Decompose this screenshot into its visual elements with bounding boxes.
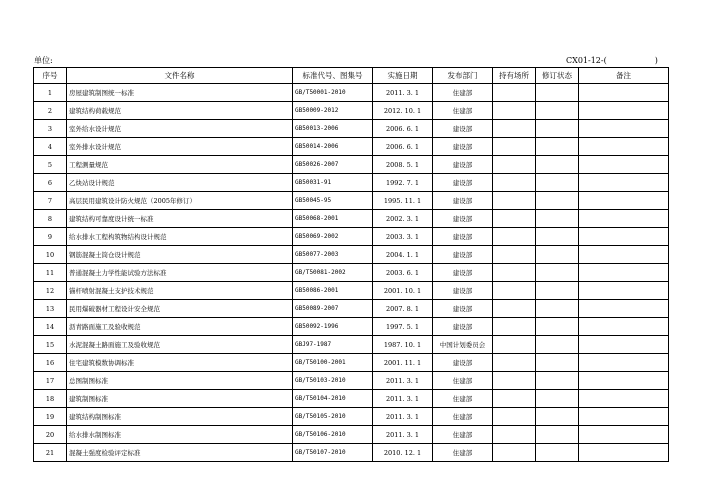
row-revision [536,156,579,174]
table-row [34,300,669,318]
row-revision [536,300,579,318]
table-row [34,408,669,426]
row-dept: 建设部 [433,318,493,336]
row-remarks [579,282,669,300]
row-location [493,210,536,228]
row-date: 1997. 5. 1 [373,318,433,336]
row-remarks [579,120,669,138]
row-code: GB50077-2003 [293,246,373,264]
row-dept: 住建部 [433,372,493,390]
row-revision [536,138,579,156]
row-revision [536,210,579,228]
row-no: 12 [34,282,67,300]
table-row [34,246,669,264]
table-row [34,318,669,336]
row-code: GB50092-1996 [293,318,373,336]
row-revision [536,354,579,372]
row-date: 2010. 12. 1 [373,444,433,462]
row-dept: 建设部 [433,174,493,192]
row-revision [536,318,579,336]
row-date: 2008. 5. 1 [373,156,433,174]
row-location [493,390,536,408]
table-row [34,102,669,120]
row-name: 总图制图标准 [67,372,293,390]
table-row [34,192,669,210]
table-row [34,120,669,138]
row-location [493,264,536,282]
row-no: 2 [34,102,67,120]
table-row [34,156,669,174]
row-code: GB/T50103-2010 [293,372,373,390]
row-remarks [579,426,669,444]
row-revision [536,408,579,426]
table-row [34,390,669,408]
row-revision [536,174,579,192]
row-no: 19 [34,408,67,426]
header-row [34,68,669,84]
row-dept: 建设部 [433,210,493,228]
row-location [493,192,536,210]
row-remarks [579,300,669,318]
col-remarks: 备注 [579,68,669,84]
row-location [493,354,536,372]
row-no: 4 [34,138,67,156]
table-row [34,336,669,354]
row-name: 普通混凝土力学性能试验方法标准 [67,264,293,282]
row-location [493,120,536,138]
row-code: GB50068-2001 [293,210,373,228]
row-revision [536,264,579,282]
row-dept: 建设部 [433,282,493,300]
row-no: 10 [34,246,67,264]
row-code: GB50069-2002 [293,228,373,246]
row-name: 住宅建筑模数协调标准 [67,354,293,372]
row-location [493,102,536,120]
row-remarks [579,444,669,462]
row-no: 13 [34,300,67,318]
row-code: GB50009-2012 [293,102,373,120]
row-remarks [579,102,669,120]
row-name: 高层民用建筑设计防火规范（2005年修订） [67,192,293,210]
row-no: 20 [34,426,67,444]
row-revision [536,120,579,138]
row-dept: 建设部 [433,138,493,156]
row-code: GB50031-91 [293,174,373,192]
row-date: 2003. 6. 1 [373,264,433,282]
row-no: 6 [34,174,67,192]
row-code: GB/T50104-2010 [293,390,373,408]
row-remarks [579,372,669,390]
table-row [34,84,669,102]
col-name: 文件名称 [67,68,293,84]
row-code: GB/T50106-2010 [293,426,373,444]
table-row [34,444,669,462]
unit-label: 单位: [34,56,53,65]
row-dept: 建设部 [433,246,493,264]
row-code: GB50013-2006 [293,120,373,138]
row-location [493,426,536,444]
table-row [34,372,669,390]
table-body [34,84,669,462]
row-remarks [579,84,669,102]
form-code: CX01-12-( ) [566,56,658,65]
row-no: 1 [34,84,67,102]
row-revision [536,282,579,300]
row-location [493,156,536,174]
row-no: 16 [34,354,67,372]
row-dept: 建设部 [433,156,493,174]
row-code: GB/T50105-2010 [293,408,373,426]
standards-table [33,67,669,462]
row-date: 1995. 11. 1 [373,192,433,210]
row-name: 钢筋混凝土筒仓设计规范 [67,246,293,264]
row-revision [536,336,579,354]
row-date: 2011. 3. 1 [373,390,433,408]
row-date: 2006. 6. 1 [373,120,433,138]
row-name: 给水排水工程构筑物结构设计规范 [67,228,293,246]
row-date: 2004. 1. 1 [373,246,433,264]
row-name: 房屋建筑制图统一标准 [67,84,293,102]
row-revision [536,426,579,444]
table-row [34,174,669,192]
row-code: GB50026-2007 [293,156,373,174]
row-location [493,282,536,300]
row-code: GB/T50001-2010 [293,84,373,102]
row-dept: 住建部 [433,84,493,102]
row-remarks [579,138,669,156]
row-remarks [579,318,669,336]
row-date: 2003. 3. 1 [373,228,433,246]
row-no: 14 [34,318,67,336]
table-row [34,228,669,246]
row-remarks [579,192,669,210]
row-remarks [579,336,669,354]
row-date: 2001. 10. 1 [373,282,433,300]
row-revision [536,192,579,210]
row-code: GB50086-2001 [293,282,373,300]
row-no: 7 [34,192,67,210]
row-name: 锚杆喷射混凝土支护技术规范 [67,282,293,300]
row-remarks [579,408,669,426]
row-dept: 住建部 [433,426,493,444]
row-date: 2007. 8. 1 [373,300,433,318]
row-remarks [579,246,669,264]
row-no: 17 [34,372,67,390]
row-dept: 建设部 [433,354,493,372]
row-remarks [579,264,669,282]
row-location [493,174,536,192]
row-revision [536,372,579,390]
row-code: GB/T50081-2002 [293,264,373,282]
row-dept: 住建部 [433,102,493,120]
row-no: 11 [34,264,67,282]
row-remarks [579,228,669,246]
row-name: 室外给水设计规范 [67,120,293,138]
row-date: 2001. 11. 1 [373,354,433,372]
row-name: 沥青路面施工及验收规范 [67,318,293,336]
row-code: GB/T50100-2001 [293,354,373,372]
row-code: GB50089-2007 [293,300,373,318]
row-name: 民用爆破器材工程设计安全规范 [67,300,293,318]
row-name: 建筑结构制图标准 [67,408,293,426]
row-no: 3 [34,120,67,138]
row-dept: 建设部 [433,264,493,282]
col-code: 标准代号、图集号 [293,68,373,84]
row-location [493,138,536,156]
row-dept: 建设部 [433,192,493,210]
row-location [493,84,536,102]
row-dept: 住建部 [433,408,493,426]
table-row [34,354,669,372]
row-revision [536,102,579,120]
row-name: 给水排水制图标准 [67,426,293,444]
table-row [34,210,669,228]
row-date: 2011. 3. 1 [373,426,433,444]
row-dept: 住建部 [433,390,493,408]
row-name: 混凝土强度检验评定标准 [67,444,293,462]
row-name: 乙炔站设计规范 [67,174,293,192]
row-location [493,246,536,264]
col-revision: 修订状态 [536,68,579,84]
col-location: 持有场所 [493,68,536,84]
col-no: 序号 [34,68,67,84]
row-dept: 建设部 [433,120,493,138]
row-no: 8 [34,210,67,228]
row-location [493,444,536,462]
row-date: 2002. 3. 1 [373,210,433,228]
row-no: 5 [34,156,67,174]
row-date: 2012. 10. 1 [373,102,433,120]
col-date: 实施日期 [373,68,433,84]
row-remarks [579,354,669,372]
table-row [34,138,669,156]
row-name: 建筑结构荷载规范 [67,102,293,120]
table-row [34,282,669,300]
row-name: 建筑结构可靠度设计统一标准 [67,210,293,228]
row-code: GB50045-95 [293,192,373,210]
row-name: 工程测量规范 [67,156,293,174]
row-revision [536,444,579,462]
row-location [493,372,536,390]
row-date: 1987. 10. 1 [373,336,433,354]
row-dept: 住建部 [433,444,493,462]
row-revision [536,228,579,246]
row-revision [536,84,579,102]
table-row [34,264,669,282]
row-code: GB/T50107-2010 [293,444,373,462]
row-dept: 建设部 [433,228,493,246]
row-name: 水泥混凝土路面施工及验收规范 [67,336,293,354]
row-date: 2011. 3. 1 [373,372,433,390]
row-code: GBJ97-1987 [293,336,373,354]
col-dept: 发布部门 [433,68,493,84]
row-location [493,318,536,336]
row-no: 9 [34,228,67,246]
row-remarks [579,210,669,228]
row-date: 1992. 7. 1 [373,174,433,192]
row-no: 21 [34,444,67,462]
row-name: 建筑制图标准 [67,390,293,408]
row-name: 室外排水设计规范 [67,138,293,156]
row-date: 2006. 6. 1 [373,138,433,156]
row-date: 2011. 3. 1 [373,408,433,426]
row-revision [536,390,579,408]
row-no: 15 [34,336,67,354]
row-location [493,300,536,318]
row-code: GB50014-2006 [293,138,373,156]
row-date: 2011. 3. 1 [373,84,433,102]
row-location [493,408,536,426]
row-remarks [579,156,669,174]
row-dept: 建设部 [433,300,493,318]
row-location [493,228,536,246]
row-dept: 中国计划委员会 [433,336,493,354]
row-remarks [579,174,669,192]
row-no: 18 [34,390,67,408]
row-location [493,336,536,354]
table-row [34,426,669,444]
row-remarks [579,390,669,408]
row-revision [536,246,579,264]
